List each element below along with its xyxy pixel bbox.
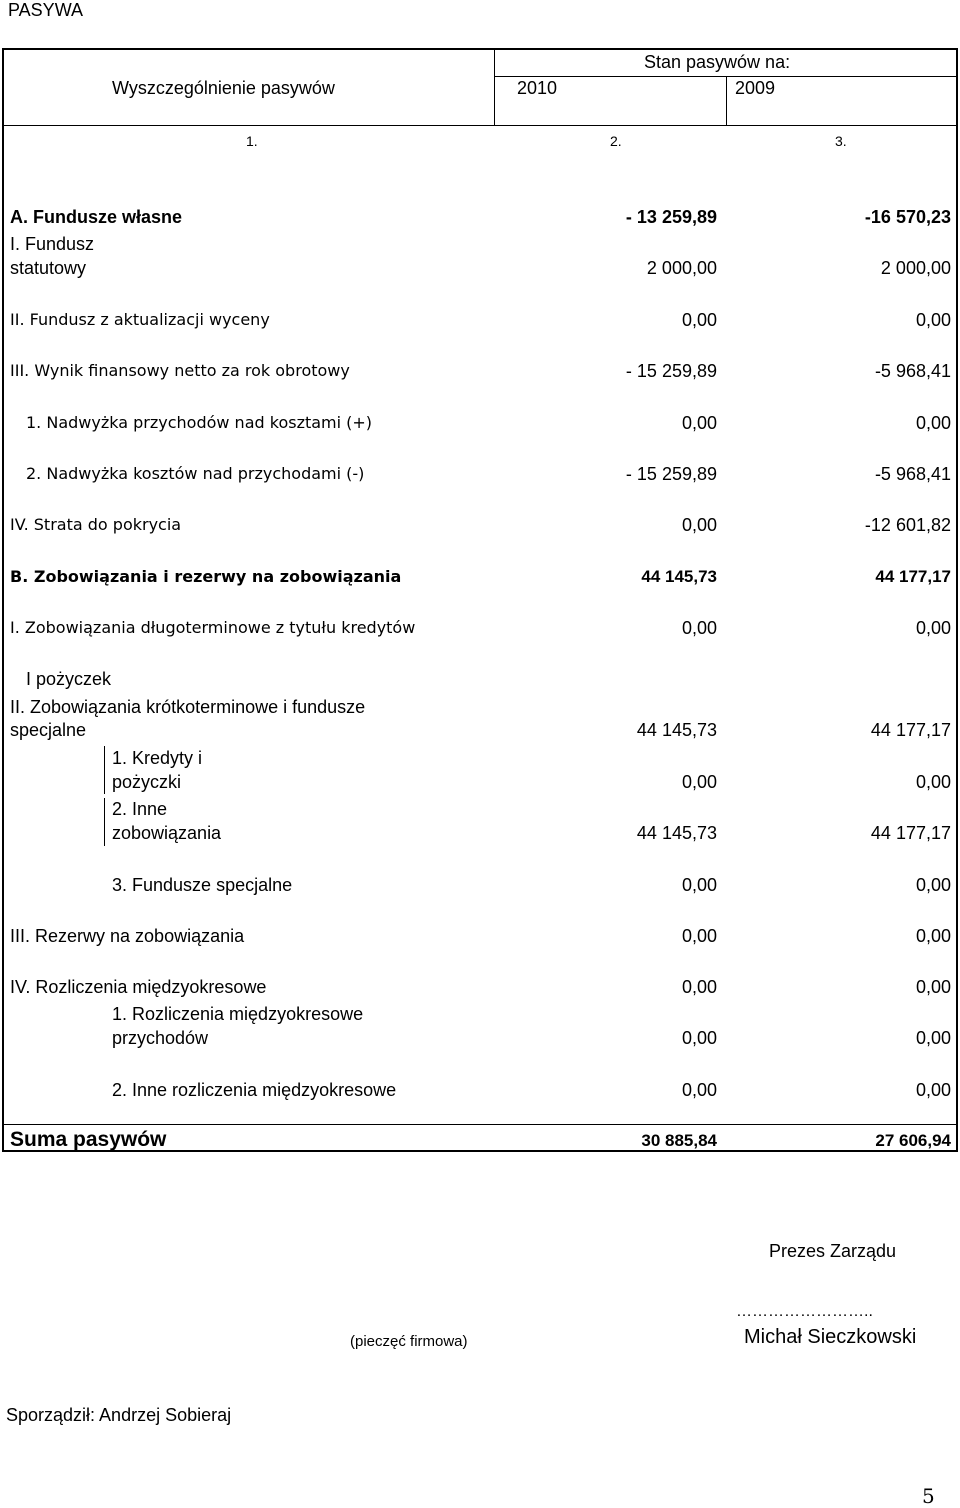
column-index-3: 3. bbox=[835, 133, 847, 149]
president-name: Michał Sieczkowski bbox=[744, 1326, 917, 1348]
row-a2-2009: 0,00 bbox=[915, 310, 951, 330]
row-a3-label: III. Wynik finansowy netto za rok obrotowy bbox=[10, 361, 350, 380]
row-a-2009: -16 570,23 bbox=[864, 207, 951, 227]
column-index-2: 2. bbox=[610, 133, 622, 149]
row-a31-2009: 0,00 bbox=[915, 413, 951, 433]
page-number: 5 bbox=[922, 1484, 935, 1508]
col-divider-1 bbox=[494, 48, 495, 126]
row-b3-label: III. Rezerwy na zobowiązania bbox=[10, 926, 245, 946]
page-title: PASYWA bbox=[8, 0, 84, 20]
row-b-2010: 44 145,73 bbox=[641, 567, 717, 586]
row-a3-2010: - 15 259,89 bbox=[625, 361, 717, 381]
row-b22-2010: 44 145,73 bbox=[636, 823, 717, 843]
total-2010: 30 885,84 bbox=[641, 1131, 717, 1150]
column-header-name: Wyszczególnienie pasywów bbox=[112, 78, 335, 98]
total-2009: 27 606,94 bbox=[875, 1131, 951, 1150]
row-b41-2009: 0,00 bbox=[915, 1028, 951, 1048]
row-b4-label: IV. Rozliczenia międzyokresowe bbox=[10, 977, 267, 997]
row-a32-label: 2. Nadwyżka kosztów nad przychodami (-) bbox=[26, 464, 365, 483]
row-a4-label: IV. Strata do pokrycia bbox=[10, 515, 182, 534]
row-b22-label-line2: zobowiązania bbox=[112, 823, 222, 843]
row-b2-2010: 44 145,73 bbox=[636, 720, 717, 740]
row-b42-2009: 0,00 bbox=[915, 1080, 951, 1100]
row-a-label: A. Fundusze własne bbox=[10, 207, 183, 227]
row-b1-2010: 0,00 bbox=[681, 618, 717, 638]
row-b41-2010: 0,00 bbox=[681, 1028, 717, 1048]
header-divider bbox=[494, 76, 958, 77]
row-a4-2009: -12 601,82 bbox=[864, 515, 951, 535]
row-b3-2009: 0,00 bbox=[915, 926, 951, 946]
row-b42-label: 2. Inne rozliczenia międzyokresowe bbox=[112, 1080, 397, 1100]
row-a2-2010: 0,00 bbox=[681, 310, 717, 330]
row-b22-2009: 44 177,17 bbox=[870, 823, 951, 843]
row-b21-2010: 0,00 bbox=[681, 772, 717, 792]
row-b2-label-line1: II. Zobowiązania krótkoterminowe i fundusze bbox=[10, 697, 366, 717]
president-label: Prezes Zarządu bbox=[769, 1241, 897, 1261]
row-b2-2009: 44 177,17 bbox=[870, 720, 951, 740]
total-top-line bbox=[2, 1124, 958, 1125]
column-header-2010: 2010 bbox=[517, 78, 558, 98]
row-b21-2009: 0,00 bbox=[915, 772, 951, 792]
row-a31-2010: 0,00 bbox=[681, 413, 717, 433]
row-a2-label: II. Fundusz z aktualizacji wyceny bbox=[10, 310, 270, 329]
stan-label: Stan pasywów na: bbox=[644, 52, 791, 72]
row-a3-2009: -5 968,41 bbox=[874, 361, 951, 381]
signature-dots: …………………….. bbox=[736, 1303, 873, 1320]
row-b23-2009: 0,00 bbox=[915, 875, 951, 895]
row-b42-2010: 0,00 bbox=[681, 1080, 717, 1100]
col-divider-2 bbox=[726, 76, 727, 126]
company-stamp-label: (pieczęć firmowa) bbox=[350, 1333, 468, 1350]
row-b4-2010: 0,00 bbox=[681, 977, 717, 997]
row-a32-2010: - 15 259,89 bbox=[625, 464, 717, 484]
row-b1-2009: 0,00 bbox=[915, 618, 951, 638]
row-b-label: B. Zobowiązania i rezerwy na zobowiązania bbox=[10, 567, 402, 586]
row-b1-label-line1: I. Zobowiązania długoterminowe z tytułu kredytów bbox=[10, 618, 416, 637]
row-a32-2009: -5 968,41 bbox=[874, 464, 951, 484]
row-a1-label-line2: statutowy bbox=[10, 258, 87, 278]
indent-bracket-2 bbox=[104, 798, 105, 846]
row-b2-label-line2: specjalne bbox=[10, 720, 87, 740]
indent-bracket-1 bbox=[104, 746, 105, 794]
column-index-1: 1. bbox=[246, 133, 258, 149]
row-a4-2010: 0,00 bbox=[681, 515, 717, 535]
prepared-by: Sporządził: Andrzej Sobieraj bbox=[6, 1405, 232, 1425]
row-b21-label-line1: 1. Kredyty i bbox=[112, 748, 203, 768]
row-b23-2010: 0,00 bbox=[681, 875, 717, 895]
row-b1-label-line2: I pożyczek bbox=[26, 669, 112, 689]
row-b3-2010: 0,00 bbox=[681, 926, 717, 946]
total-label: Suma pasywów bbox=[10, 1128, 167, 1151]
column-header-2009: 2009 bbox=[735, 78, 776, 98]
row-b4-2009: 0,00 bbox=[915, 977, 951, 997]
row-a1-2010: 2 000,00 bbox=[646, 258, 717, 278]
row-a1-label-line1: I. Fundusz bbox=[10, 234, 95, 254]
row-b41-label-line1: 1. Rozliczenia międzyokresowe bbox=[112, 1004, 364, 1024]
row-a-2010: - 13 259,89 bbox=[625, 207, 717, 227]
row-b41-label-line2: przychodów bbox=[112, 1028, 209, 1048]
row-a31-label: 1. Nadwyżka przychodów nad kosztami (+) bbox=[26, 413, 373, 432]
row-b23-label: 3. Fundusze specjalne bbox=[112, 875, 293, 895]
header-bottom-line bbox=[2, 125, 958, 126]
row-b22-label-line1: 2. Inne bbox=[112, 799, 168, 819]
row-b21-label-line2: pożyczki bbox=[112, 772, 182, 792]
row-b-2009: 44 177,17 bbox=[875, 567, 951, 586]
row-a1-2009: 2 000,00 bbox=[880, 258, 951, 278]
